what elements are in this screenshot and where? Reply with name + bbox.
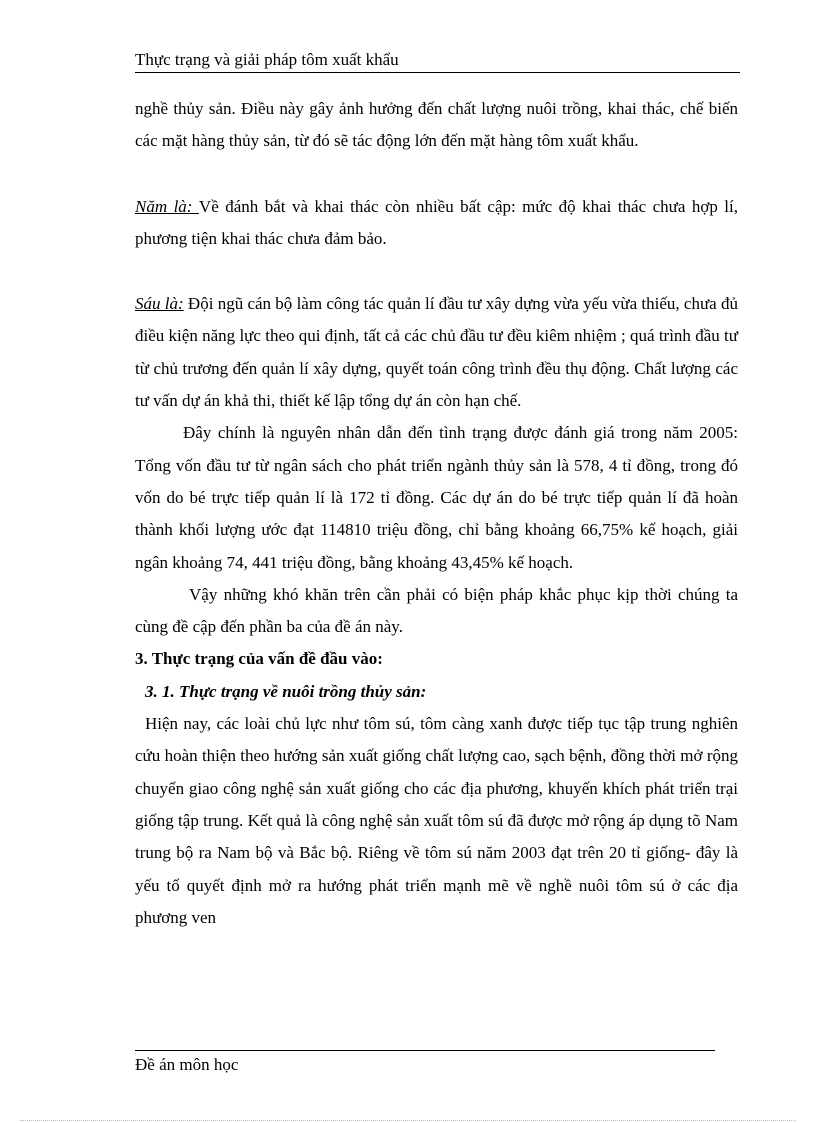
- paragraph: Đây chính là nguyên nhân dẫn đến tình trạng được đánh giá trong năm 2005: Tổng vốn đầu tư từ ngân sách cho phát triển ngành thủy sản là 578, 4 tỉ đồng, trong đó vốn do bé trực tiếp quản lí là 172 tỉ đồng. Các dự án do bé trực tiếp quản lí đã hoàn thành khối lượng ước đạt 114810 triệu đồng, chỉ bằng khoảng 66,75% kế hoạch, giải ngân khoảng 74, 441 triệu đồng, bằng khoảng 43,45% kế hoạch.: [135, 423, 738, 572]
- page-header: [135, 50, 740, 73]
- section-label: Sáu là:: [135, 294, 184, 314]
- header-title: Thực trạng và giải pháp tôm xuất khẩu: [135, 50, 399, 69]
- paragraph-spacer: [135, 255, 738, 288]
- paragraph-sau-la: [135, 288, 738, 417]
- document-body: [135, 93, 738, 934]
- paragraph-nam-la: [135, 191, 738, 256]
- paragraph: nghề thủy sản. Điều này gây ảnh hưởng đến chất lượng nuôi trồng, khai thác, chế biến các mặt hàng thủy sản, từ đó sẽ tác động lớn đến mặt hàng tôm xuất khẩu.: [135, 99, 738, 151]
- page-edge-divider: [20, 1120, 796, 1121]
- paragraph: Hiện nay, các loài chủ lực như tôm sú, tôm càng xanh được tiếp tục tập trung nghiên cứu hoàn thiện theo hướng sản xuất giống chất lượng cao, sạch bệnh, đồng thời mở rộng chuyển giao công nghệ sản xuất giống cho các địa phương, khuyến khích phát triển trại giống tập trung. Kết quả là công nghệ sản xuất tôm sú đã được mở rộng áp dụng tõ Nam trung bộ ra Nam bộ và Bắc bộ. Riêng về tôm sú năm 2003 đạt trên 20 tỉ giống- đây là yếu tố quyết định mở ra hướng phát triển mạnh mẽ về nghề nuôi tôm sú ở các địa phương ven: [135, 714, 738, 927]
- subsection-heading: 3. 1. Thực trạng về nuôi trồng thủy sản:: [145, 681, 427, 701]
- footer-divider: [135, 1050, 715, 1051]
- paragraph-spacer: [135, 158, 738, 191]
- section-heading: 3. Thực trạng của vấn đề đầu vào:: [135, 649, 383, 669]
- page-footer: [135, 1055, 238, 1075]
- paragraph-text: Về đánh bắt và khai thác còn nhiều bất cập: mức độ khai thác chưa hợp lí, phương tiện khai thác chưa đảm bảo.: [135, 196, 738, 248]
- paragraph-text: Đội ngũ cán bộ làm công tác quản lí đầu tư xây dựng vừa yếu vừa thiếu, chưa đủ điều kiện năng lực theo qui định, tất cả các chủ đầu tư đều kiêm nhiệm ; quá trình đầu tư từ chủ trương đến quản lí xây dựng, quyết toán công trình đều thụ động. Chất lượng các tư vấn dự án khả thi, thiết kế lập tổng dự án còn hạn chế.: [135, 294, 738, 411]
- section-label: Năm là:: [135, 196, 199, 216]
- paragraph: Vậy những khó khăn trên cần phải có biện pháp khắc phục kịp thời chúng ta cùng đề cập đến phần ba của đề án này.: [135, 584, 738, 637]
- footer-text: Đề án môn học: [135, 1055, 239, 1074]
